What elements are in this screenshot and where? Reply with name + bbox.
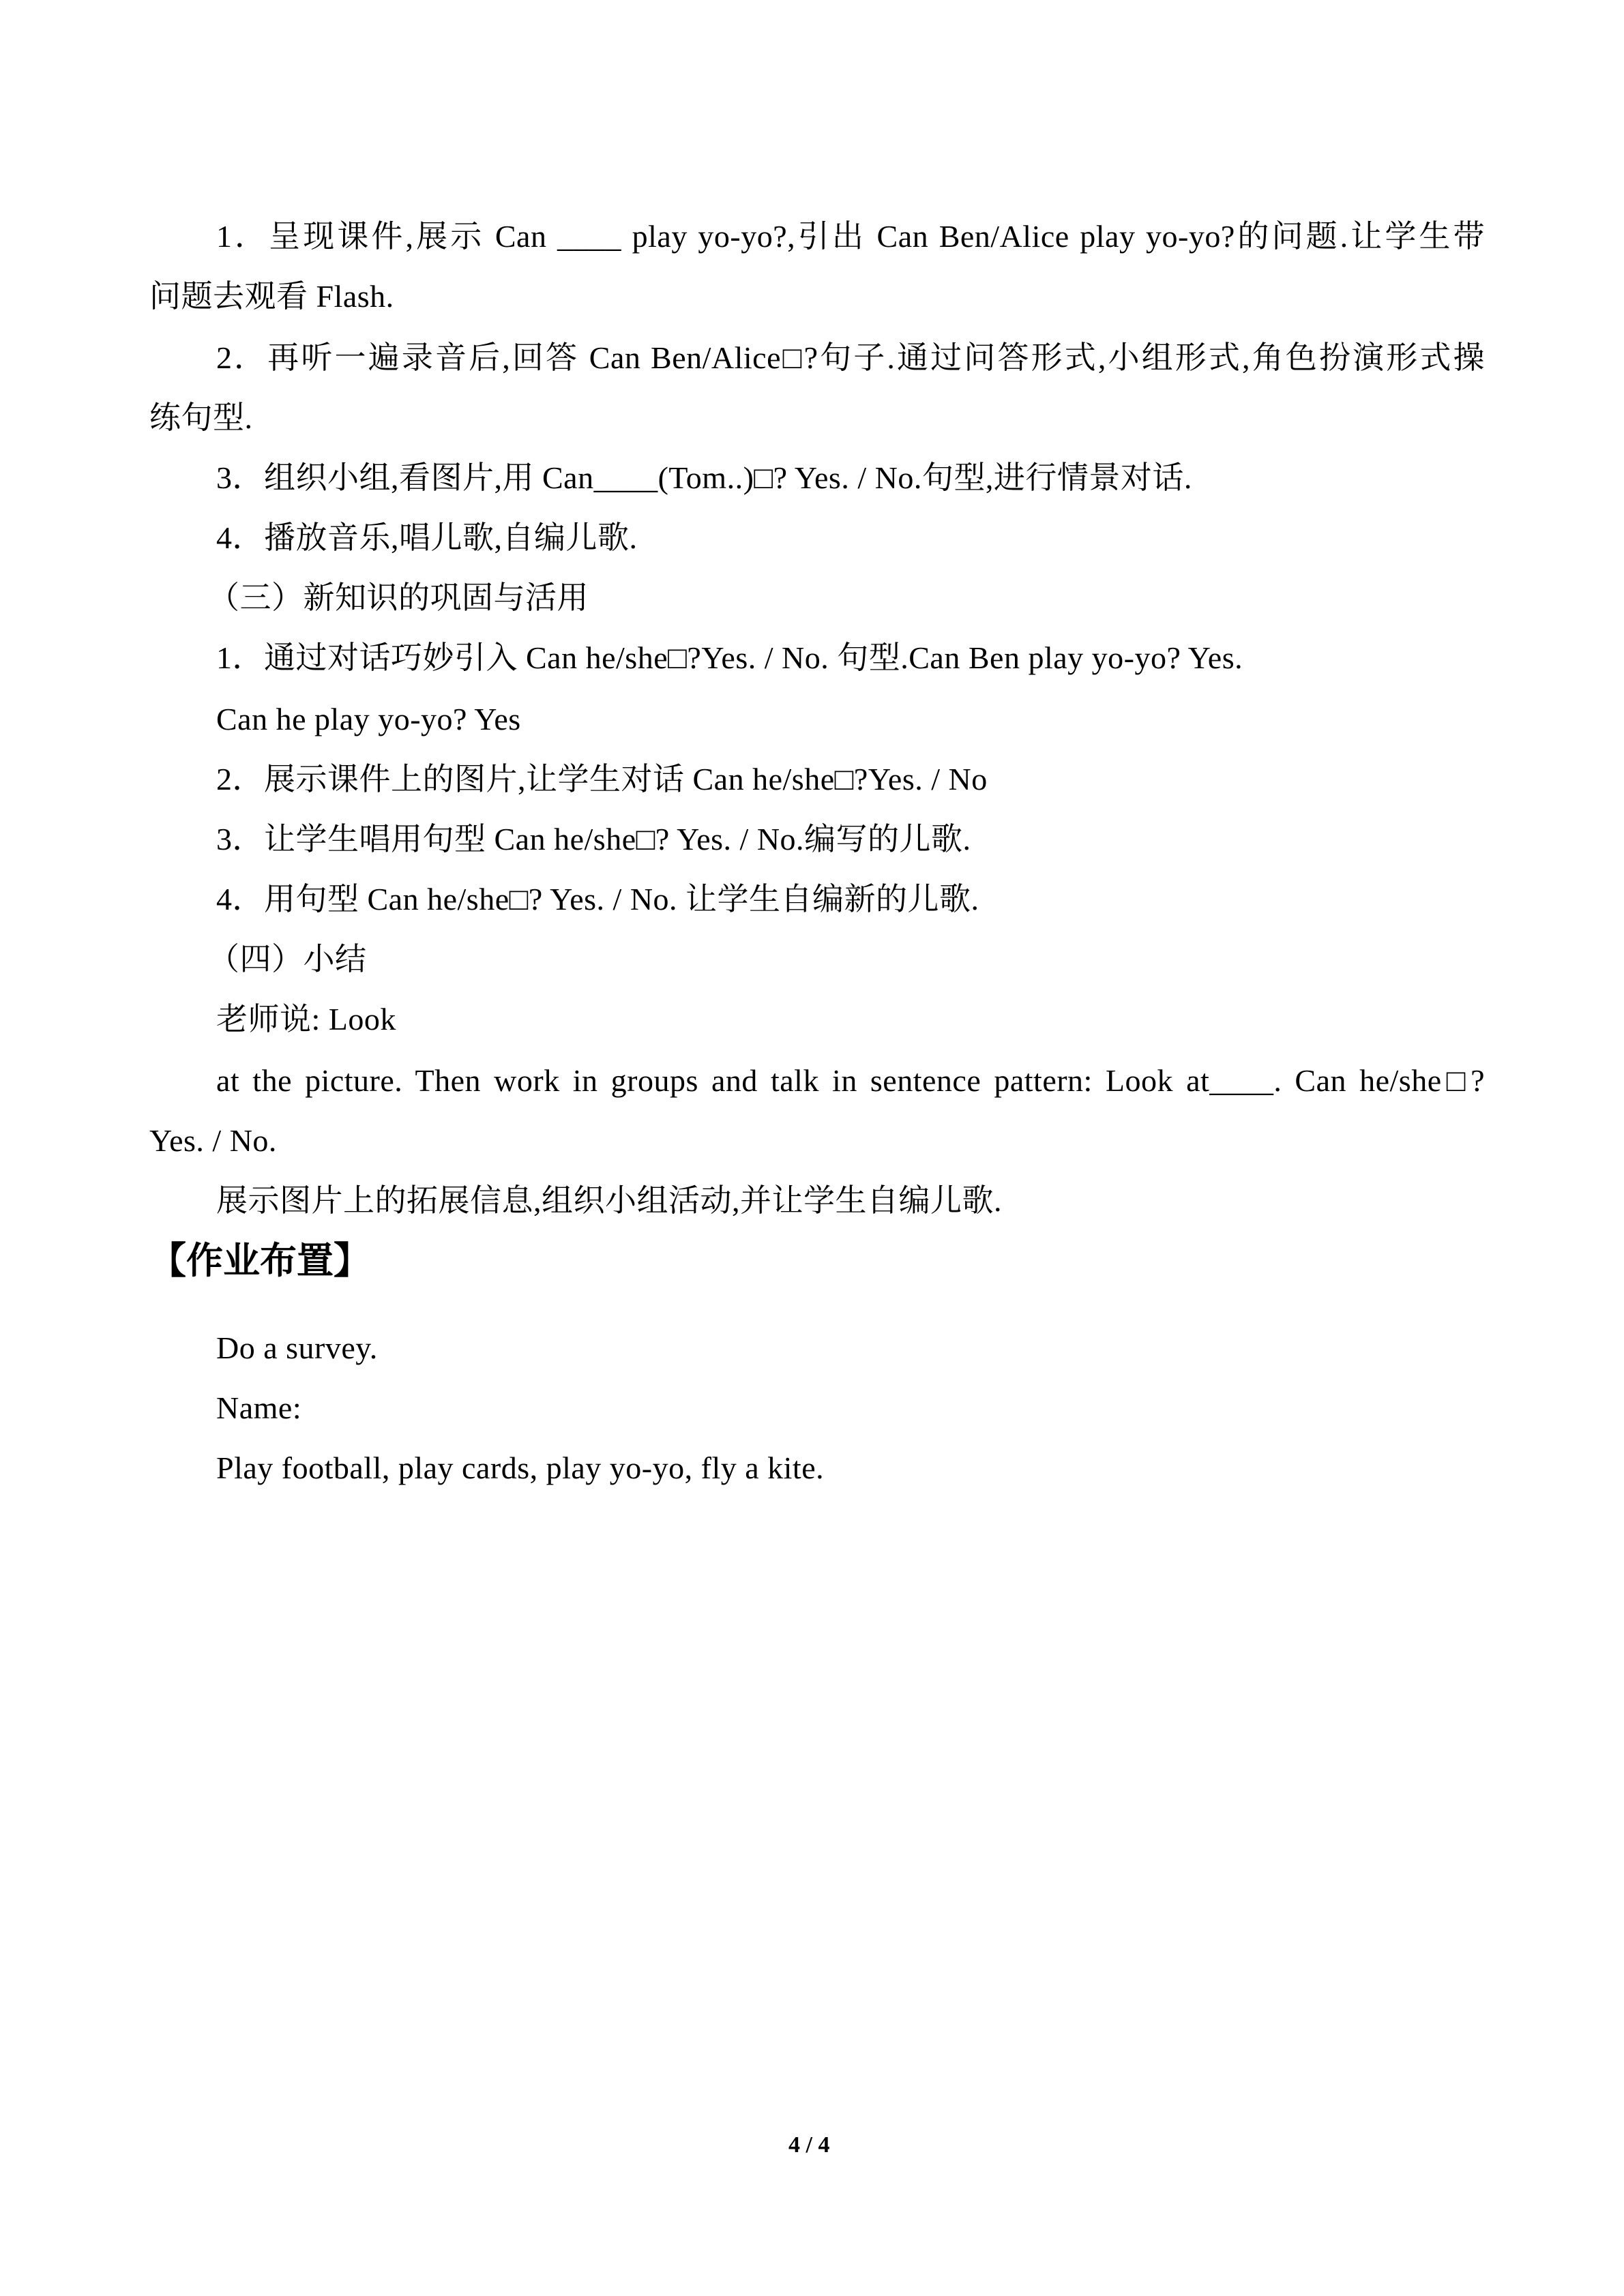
consolidation-step1-line2: Can he play yo-yo? Yes: [216, 702, 521, 736]
consolidation-step2-line: 2．展示课件上的图片,让学生对话 Can he/she□?Yes. / No: [216, 762, 988, 796]
section4-title: （四）小结: [208, 942, 367, 976]
consolidation-step4-line: 4．用句型 Can he/she□? Yes. / No. 让学生自编新的儿歌.: [216, 882, 979, 916]
consolidation-step3-line: 3．让学生唱用句型 Can he/she□? Yes. / No.编写的儿歌.: [216, 822, 971, 856]
homework-line2: Name:: [216, 1390, 302, 1425]
step4-line: 4．播放音乐,唱儿歌,自编儿歌.: [216, 520, 638, 555]
section3-title: （三）新知识的巩固与活用: [208, 580, 589, 615]
step2-line1: 2．再听一遍录音后,回答 Can Ben/Alice□?句子.通过问答形式,小组形式,角色扮演形式操: [216, 340, 1485, 375]
consolidation-step1-line1: 1．通过对话巧妙引入 Can he/she□?Yes. / No. 句型.Can Ben play yo-yo? Yes.: [216, 640, 1243, 675]
summary-line1: at the picture. Then work in groups and talk in sentence pattern: Look at____. Can he/she□?: [216, 1063, 1485, 1098]
homework-line1: Do a survey.: [216, 1330, 378, 1365]
summary-line3: 展示图片上的拓展信息,组织小组活动,并让学生自编儿歌.: [216, 1183, 1002, 1218]
step3-line: 3．组织小组,看图片,用 Can____(Tom..)□? Yes. / No.句型,进行情景对话.: [216, 460, 1192, 495]
summary-line2: Yes. / No.: [149, 1123, 277, 1158]
teacher-says-line: 老师说: Look: [216, 1002, 396, 1037]
page-number: 4 / 4: [788, 2132, 830, 2158]
step2-line2: 练句型.: [149, 400, 253, 435]
homework-heading: 【作业布置】: [149, 1239, 370, 1282]
step1-line1: 1．呈现课件,展示 Can ____ play yo-yo?,引出 Can Ben/Alice play yo-yo?的问题.让学生带: [216, 219, 1485, 254]
homework-line3: Play football, play cards, play yo-yo, fly a kite.: [216, 1450, 825, 1485]
step1-line2: 问题去观看 Flash.: [149, 279, 394, 314]
